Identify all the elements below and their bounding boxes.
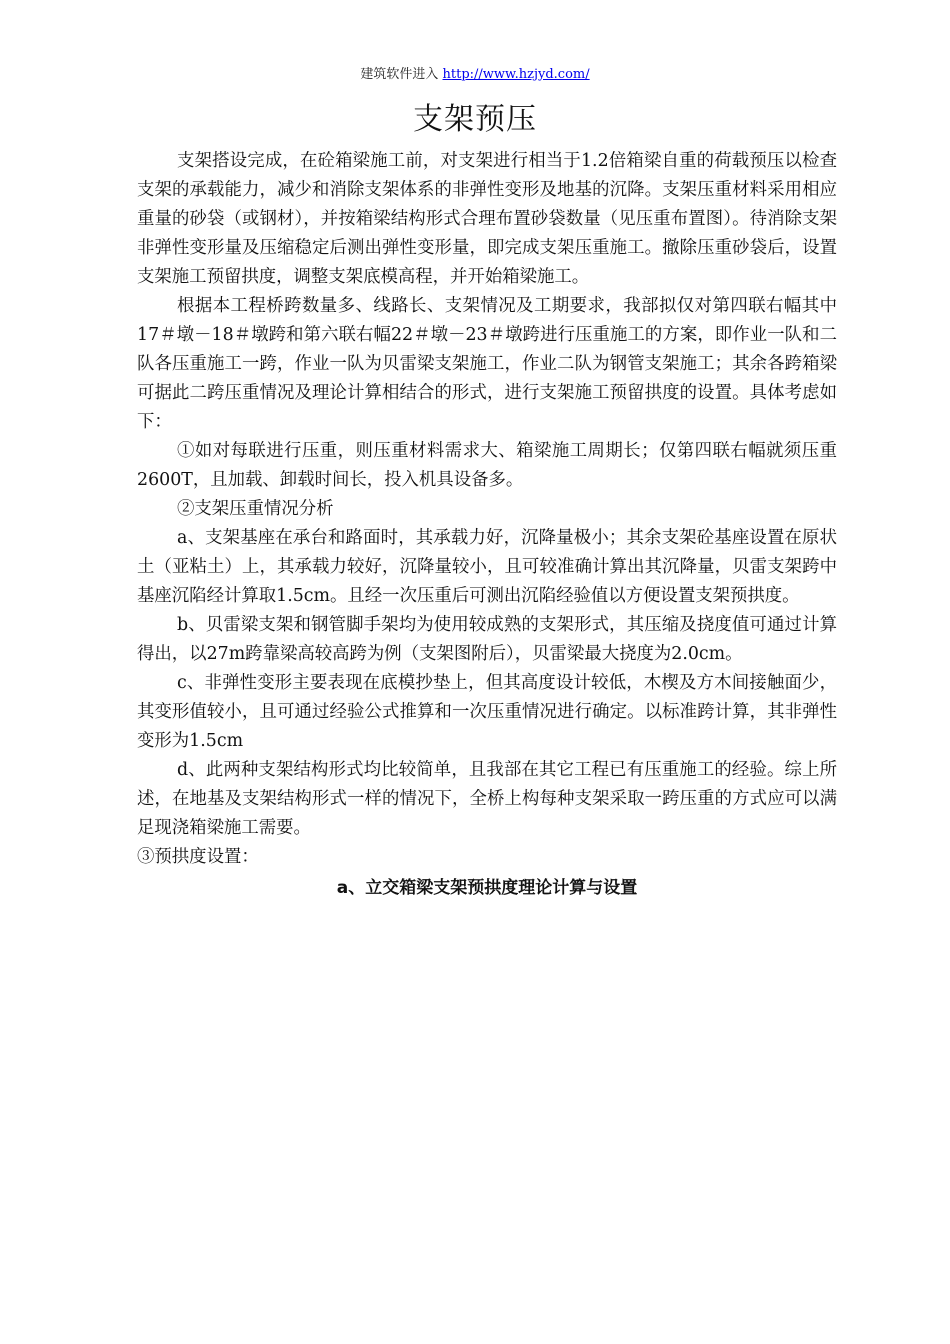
paragraph-plan: 根据本工程桥跨数量多、线路长、支架情况及工期要求，我部拟仅对第四联右幅其中17＃墩－18＃墩跨和第六联右幅22＃墩－23＃墩跨进行压重施工的方案，即作业一队和二队各压重施工一跨，作业一队为贝雷梁支架施工，作业二队为钢管支架施工；其余各跨箱梁可据此二跨压重情况及理论计算相结合的形式，进行支架施工预留拱度的设置。具体考虑如下： (137, 296, 837, 432)
paragraph-point-3: ③预拱度设置： (137, 847, 259, 867)
header-link[interactable]: http://www.hzjyd.com/ (442, 67, 590, 82)
paragraph-intro: 支架搭设完成，在砼箱梁施工前，对支架进行相当于1.2倍箱梁自重的荷载预压以检查支架的承载能力，减少和消除支架体系的非弹性变形及地基的沉降。支架压重材料采用相应重量的砂袋（或钢材），并按箱梁结构形式合理布置砂袋数量（见压重布置图）。待消除支架非弹性变形量及压缩稳定后测出弹性变形量，即完成支架压重施工。撤除压重砂袋后，设置支架施工预留拱度，调整支架底模高程，并开始箱梁施工。 (137, 151, 837, 287)
paragraph-item-a: a、支架基座在承台和路面时，其承载力好，沉降量极小；其余支架砼基座设置在原状土（亚粘土）上，其承载力较好，沉降量较小，且可较准确计算出其沉降量，贝雷支架跨中基座沉陷经计算取1.5cm。且经一次压重后可测出沉陷经验值以方便设置支架预拱度。 (137, 528, 837, 606)
paragraph-point-1: ①如对每联进行压重，则压重材料需求大、箱梁施工周期长；仅第四联右幅就须压重2600T，且加载、卸载时间长，投入机具设备多。 (137, 441, 837, 490)
paragraph-point-2: ②支架压重情况分析 (177, 499, 334, 519)
paragraph-item-b: b、贝雷梁支架和钢管脚手架均为使用较成熟的支架形式，其压缩及挠度值可通过计算得出，以27m跨靠梁高较高跨为例（支架图附后），贝雷梁最大挠度为2.0cm。 (137, 615, 837, 664)
header-prefix: 建筑软件进入 (360, 67, 443, 82)
page-header (0, 66, 950, 84)
section-subheading: a、立交箱梁支架预拱度理论计算与设置 (336, 878, 638, 898)
paragraph-item-c: c、非弹性变形主要表现在底模抄垫上，但其高度设计较低，木楔及方木间接触面少，其变形值较小，且可通过经验公式推算和一次压重情况进行确定。以标准跨计算，其非弹性变形为1.5cm (137, 673, 837, 751)
paragraph-item-d: d、此两种支架结构形式均比较简单，且我部在其它工程已有压重施工的经验。综上所述，在地基及支架结构形式一样的情况下，全桥上构每种支架采取一跨压重的方式应可以满足现浇箱梁施工需要。 (137, 760, 837, 838)
document-body (137, 147, 837, 903)
document-title: 支架预压 (413, 102, 537, 137)
